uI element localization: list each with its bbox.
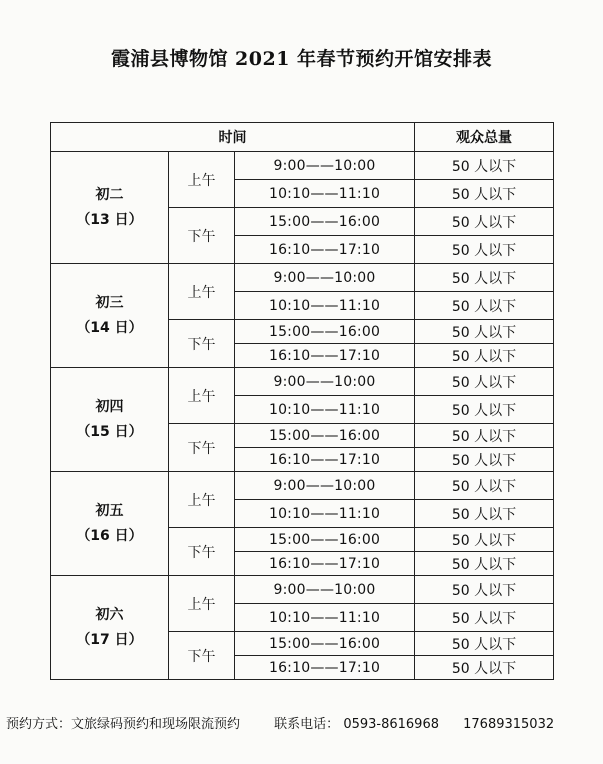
day-cell: [51, 152, 169, 264]
time-slot: 10:10——11:10: [235, 292, 415, 320]
period-label: 上午: [169, 576, 235, 632]
schedule-body: [51, 152, 554, 680]
period-label: 下午: [169, 424, 235, 472]
period-label: 下午: [169, 632, 235, 680]
day-cell: [51, 368, 169, 472]
time-slot: 16:10——17:10: [235, 344, 415, 368]
time-slot: 16:10——17:10: [235, 552, 415, 576]
period-label: 下午: [169, 208, 235, 264]
audience-limit: 50 人以下: [415, 448, 554, 472]
audience-limit: 50 人以下: [415, 472, 554, 500]
time-slot: 9:00——10:00: [235, 264, 415, 292]
day-name: 初六: [95, 606, 124, 623]
time-slot: 9:00——10:00: [235, 368, 415, 396]
time-slot: 16:10——17:10: [235, 448, 415, 472]
audience-limit: 50 人以下: [415, 576, 554, 604]
time-slot: 10:10——11:10: [235, 396, 415, 424]
period-label: 上午: [169, 368, 235, 424]
day-date: （17 日）: [76, 631, 143, 648]
period-label: 下午: [169, 320, 235, 368]
day-date: （15 日）: [76, 423, 143, 440]
table-row: [51, 368, 554, 396]
audience-limit: 50 人以下: [415, 656, 554, 680]
time-slot: 10:10——11:10: [235, 180, 415, 208]
period-label: 上午: [169, 472, 235, 528]
time-slot: 16:10——17:10: [235, 656, 415, 680]
phone-label: 联系电话：: [274, 717, 340, 732]
audience-limit: 50 人以下: [415, 344, 554, 368]
time-slot: 9:00——10:00: [235, 472, 415, 500]
audience-limit: 50 人以下: [415, 604, 554, 632]
booking-method: 预约方式：文旅绿码预约和现场限流预约: [6, 717, 241, 732]
table-row: [51, 152, 554, 180]
day-date: （14 日）: [76, 319, 143, 336]
audience-limit: 50 人以下: [415, 236, 554, 264]
audience-limit: 50 人以下: [415, 368, 554, 396]
audience-limit: 50 人以下: [415, 180, 554, 208]
header-time: 时间: [51, 123, 415, 152]
time-slot: 16:10——17:10: [235, 236, 415, 264]
audience-limit: 50 人以下: [415, 152, 554, 180]
audience-limit: 50 人以下: [415, 552, 554, 576]
time-slot: 10:10——11:10: [235, 500, 415, 528]
time-slot: 15:00——16:00: [235, 320, 415, 344]
period-label: 上午: [169, 152, 235, 208]
day-cell: [51, 472, 169, 576]
time-slot: 15:00——16:00: [235, 632, 415, 656]
day-name: 初三: [95, 294, 124, 311]
audience-limit: 50 人以下: [415, 264, 554, 292]
day-name: 初四: [95, 398, 124, 415]
header-audience: 观众总量: [415, 123, 554, 152]
audience-limit: 50 人以下: [415, 292, 554, 320]
audience-limit: 50 人以下: [415, 396, 554, 424]
time-slot: 9:00——10:00: [235, 576, 415, 604]
time-slot: 15:00——16:00: [235, 528, 415, 552]
audience-limit: 50 人以下: [415, 424, 554, 448]
table-header-row: [51, 123, 554, 152]
audience-limit: 50 人以下: [415, 208, 554, 236]
audience-limit: 50 人以下: [415, 632, 554, 656]
phone-number-1: 0593-8616968: [343, 717, 439, 732]
footer: [6, 713, 603, 732]
time-slot: 15:00——16:00: [235, 424, 415, 448]
period-label: 上午: [169, 264, 235, 320]
page-title: 霞浦县博物馆 2021 年春节预约开馆安排表: [110, 48, 493, 70]
audience-limit: 50 人以下: [415, 500, 554, 528]
audience-limit: 50 人以下: [415, 320, 554, 344]
day-date: （13 日）: [76, 211, 143, 228]
day-name: 初二: [95, 186, 124, 203]
day-name: 初五: [95, 502, 124, 519]
day-cell: [51, 576, 169, 680]
day-cell: [51, 264, 169, 368]
day-date: （16 日）: [76, 527, 143, 544]
table-row: [51, 264, 554, 292]
period-label: 下午: [169, 528, 235, 576]
audience-limit: 50 人以下: [415, 528, 554, 552]
table-row: [51, 472, 554, 500]
schedule-table: [50, 122, 554, 680]
time-slot: 15:00——16:00: [235, 208, 415, 236]
table-row: [51, 576, 554, 604]
time-slot: 9:00——10:00: [235, 152, 415, 180]
time-slot: 10:10——11:10: [235, 604, 415, 632]
phone-number-2: 17689315032: [463, 717, 555, 732]
